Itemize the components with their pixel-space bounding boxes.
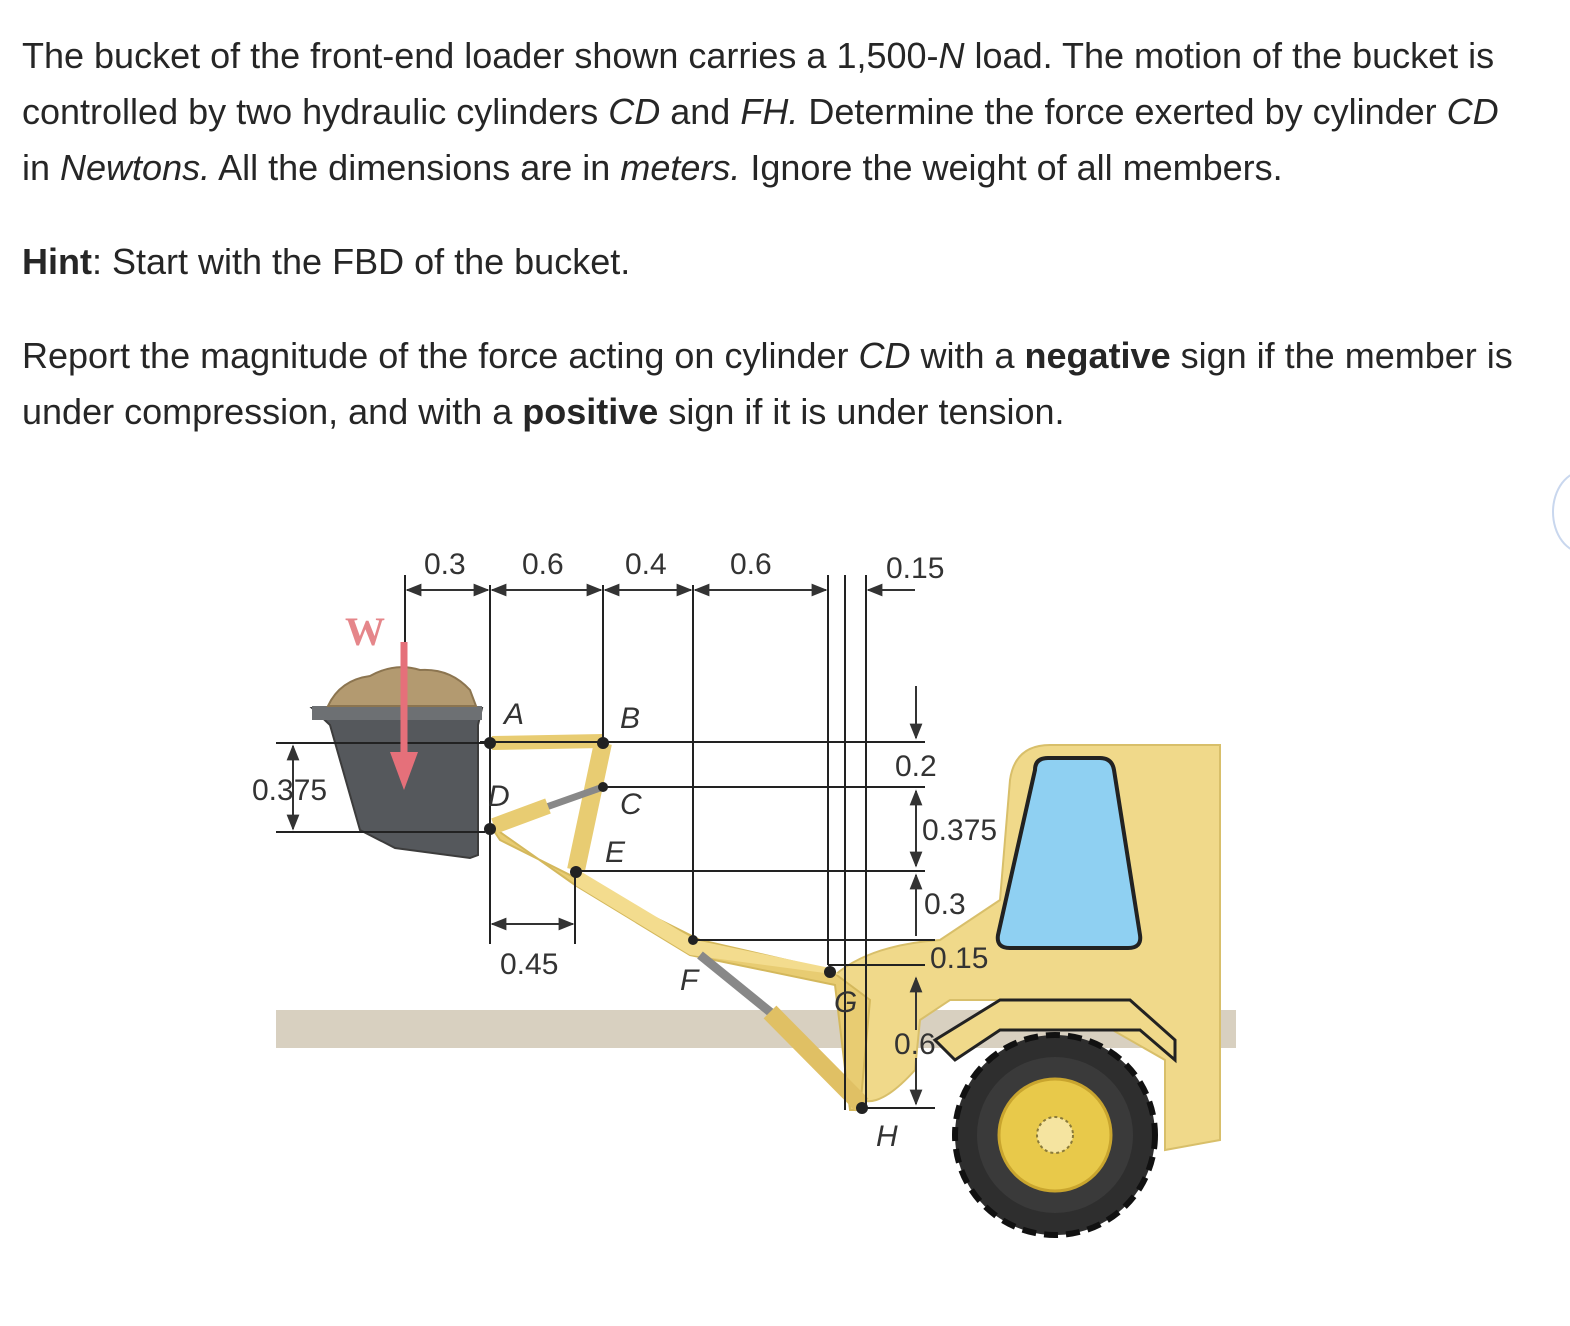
p1-run: in — [22, 147, 61, 188]
dim-right-0-375: 0.375 — [922, 814, 998, 847]
point-c-label: C — [620, 788, 642, 821]
p1-run: Ignore the weight of all members. — [740, 147, 1283, 188]
problem-paragraph-report — [22, 328, 1522, 440]
dim-top-0-3: 0.3 — [424, 548, 466, 581]
dim-top-0-6-b: 0.6 — [730, 548, 772, 581]
hint-paragraph — [22, 234, 1522, 290]
p3-run: CD — [858, 335, 911, 376]
dim-top-0-4: 0.4 — [625, 548, 667, 581]
link-be — [576, 743, 603, 870]
point-d-label: D — [488, 780, 510, 813]
dim-top-0-15: 0.15 — [886, 552, 945, 585]
load-label-w: W — [345, 609, 385, 654]
hint-label: Hint — [22, 241, 92, 282]
p1-run: Determine the force exerted by cylinder — [798, 91, 1447, 132]
p1-run: FH. — [740, 91, 799, 132]
dim-right-0-3: 0.3 — [924, 888, 966, 921]
point-h-label: H — [876, 1120, 898, 1153]
dim-top-0-6-a: 0.6 — [522, 548, 564, 581]
p1-run: All the dimensions are in — [210, 147, 621, 188]
dim-left-0-375: 0.375 — [252, 774, 328, 807]
p3-run: sign if it is under tension. — [658, 391, 1065, 432]
problem-statement — [22, 28, 1522, 440]
dim-right-0-2: 0.2 — [895, 750, 937, 783]
dim-bottom-0-45: 0.45 — [500, 948, 559, 981]
problem-paragraph-1 — [22, 28, 1522, 196]
bucket-lip — [312, 706, 482, 720]
p1-run: and — [660, 91, 741, 132]
p1-run: Newtons. — [60, 147, 211, 188]
p1-run: CD — [608, 91, 661, 132]
point-g-label: G — [834, 986, 858, 1019]
p3-run: positive — [522, 391, 659, 432]
p3-run: negative — [1024, 335, 1171, 376]
p1-run: The bucket of the front-end loader shown carries a 1,500- — [22, 35, 939, 76]
p3-run: sign if the member is under compression, and with a — [22, 335, 1513, 432]
dim-right-0-6: 0.6 — [894, 1028, 936, 1061]
wheel-hub — [1037, 1117, 1073, 1153]
point-f-label: F — [680, 964, 699, 997]
dim-right-0-15: 0.15 — [930, 942, 989, 975]
p3-run: with a — [910, 335, 1025, 376]
p3-run: Report the magnitude of the force acting on cylinder — [22, 335, 859, 376]
p1-run: load. The motion of the bucket is controlled by two hydraulic cylinders — [22, 35, 1495, 132]
point-a-label: A — [504, 698, 525, 731]
point-b-label: B — [620, 702, 641, 735]
p1-run: CD — [1446, 91, 1499, 132]
point-e-label: E — [605, 836, 626, 869]
p1-run: N — [938, 35, 965, 76]
loader-diagram — [0, 530, 1570, 1326]
bucket — [312, 708, 482, 858]
hint-text: : Start with the FBD of the bucket. — [91, 241, 631, 282]
p1-run: meters. — [620, 147, 741, 188]
loader-figure — [0, 530, 1570, 1326]
